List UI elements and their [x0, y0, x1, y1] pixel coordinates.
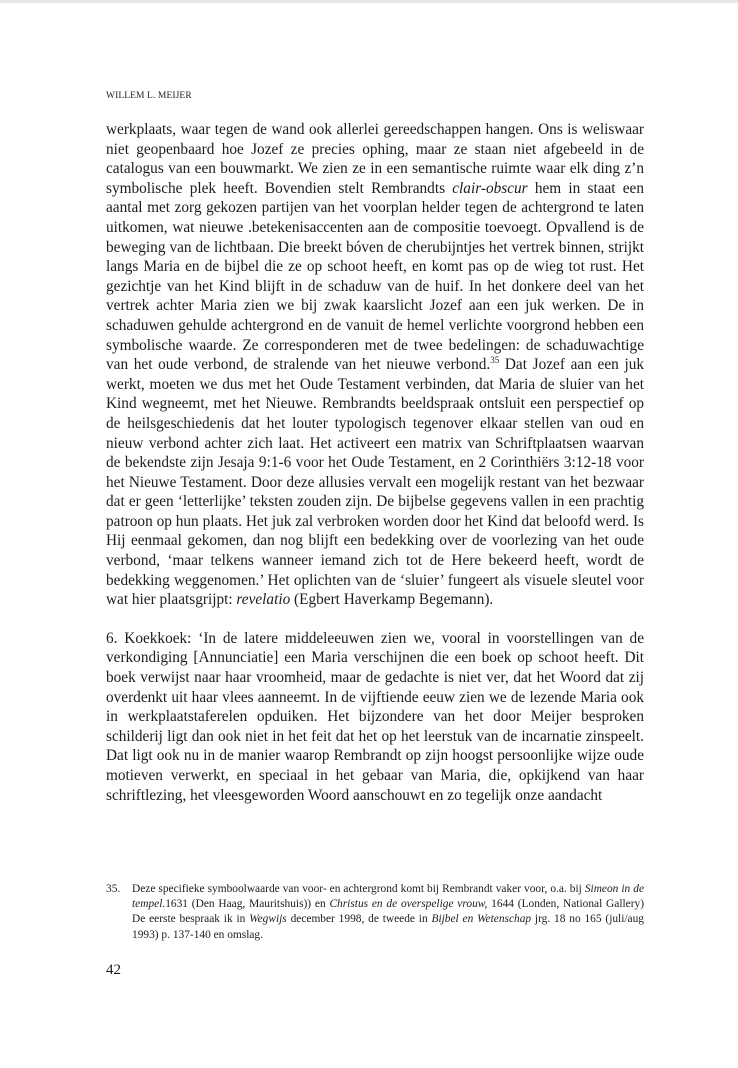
page-number: 42: [106, 962, 121, 978]
paragraph-continuation: [106, 120, 644, 610]
footnote-title-wegwijs: Wegwijs: [249, 913, 287, 926]
footnote-35: [106, 882, 644, 943]
paragraph1-text-4: (Egbert Haverkamp Begemann).: [290, 591, 494, 609]
paragraph1-text-3: Dat Jozef aan een juk werkt, moeten we dus met het Oude Testament verbinden, dat Maria de sluier van het Kind wegneemt, met het Nieuwe. Rembrandts beeldspraak ontsluit een perspectief op de heilsgeschiedenis dat het louter typologisch tegenover elkaar stellen van oud en nieuw verbond achter zich laat. Het activeert een matrix van Schriftplaatsen waarvan de bekendste zijn Jesaja 9:1-6 voor het Oude Testament, en 2 Corinthiërs 3:12-18 voor het Nieuwe Testament. Door deze allusies vervalt een mogelijk restant van het bezwaar dat er geen ‘letterlijke’ teksten zouden zijn. De bijbelse gegevens vallen in een prachtig patroon op hun plaats. Het juk zal verbroken worden door het Kind dat beloofd werd. Is Hij eenmaal gekomen, dan nog blijft een bedekking over de voorlezing van het oude verbond, ‘maar telkens wanneer iemand zich tot de Here bekeerd heeft, wordt de bedekking weggenomen.’ Het oplichten van de ‘sluier’ fungeert als visuele sleutel voor wat hier plaatsgrijpt:: [106, 356, 645, 609]
footnote-body: [106, 882, 644, 943]
footnote-number: 35.: [106, 883, 121, 895]
footnote-text-5: jrg. 18 no 165 (juli/aug 1993) p. 137-140 en omslag.: [132, 913, 644, 941]
paragraph-koekkoek: 6. Koekkoek: ‘In de latere middeleeuwen zien we, vooral in voorstellingen van de verkondiging [Annunciatie] een Maria verschijnen die een boek op schoot heeft. Dit boek verwijst naar haar vroomheid, maar de gedachte is niet ver, dat het Woord dat zij overdenkt uit haar vlees aanneemt. In de vijftiende eeuw zien we de lezende Maria ook in werkplaatstaferelen opduiken. Het bijzondere van het door Meijer besproken schilderij ligt dan ook niet in het feit dat het op het leerstuk van de incarnatie zinspeelt. Dat ligt ook nu in de manier waarop Rembrandt op zijn hoogst persoonlijke wijze oude motieven verwerkt, en speciaal in het gebaar van Maria, die, opkijkend van haar schriftlezing, het vleesgeworden Woord aanschouwt en zo tegelijk onze aandacht: [106, 629, 644, 804]
footnote-text-3: 1644 (Londen, National Gallery) De eerste bespraak ik in: [132, 898, 644, 926]
body-text: [106, 120, 644, 805]
footnote-title-simeon: Simeon in de tempel.: [132, 883, 645, 911]
paragraph1-text-2: hem in staat een aantal met zorg gekozen partijen van het voorplan helder tegen de achtergrond te laten uitkomen, wat nieuwe .betekenisaccenten aan de compositie toevoegt. Opvallend is de beweging van de lichtbaan. Die breekt bóven de cherubijntjes het vertrek binnen, strijkt langs Maria en de bijbel die ze op schoot heeft, en komt pas op de wieg tot rust. Het gezichtje van het Kind blijft in de schaduw van de huif. In het donkere deel van het vertrek achter Maria zien we bij zwak kaarslicht Jozef aan een juk werken. De in schaduwen gehulde achtergrond en de vanuit de hemel verlichte voorgrond hebben een symbolische waarde. Ze corresponderen met de twee bedelingen: de schaduwachtige van het oude verbond, de stralende van het nieuwe verbond.: [106, 179, 644, 374]
paragraph1-text-1: werkplaats, waar tegen de wand ook allerlei gereedschappen hangen. Ons is weliswaar niet geopenbaard hoe Jozef ze precies ophing, maar ze staan niet afgebeeld in de catalogus van een bouwmarkt. We zien ze in een semantische ruimte waar elk ding z’n symbolische plek heeft. Bovendien stelt Rembrandts: [106, 121, 644, 197]
footnote-title-bijbel-en-wetenschap: Bijbel en Wetenschap: [431, 913, 532, 926]
term-clair-obscur: clair-obscur: [452, 179, 528, 197]
footnote-reference[interactable]: 35: [490, 355, 500, 366]
footnote-text-2: 1631 (Den Haag, Mauritshuis)) en: [165, 898, 330, 911]
footnote-text-4: december 1998, de tweede in: [286, 913, 432, 926]
footnote-text-1: Deze specifieke symboolwaarde van voor- en achtergrond komt bij Rembrandt vaker voor, o.a. bij: [132, 883, 585, 895]
footnote-title-christus: Christus en de overspelige vrouw,: [329, 898, 488, 911]
running-head: WILLEM L. MEIJER: [106, 91, 192, 101]
term-revelatio: revelatio: [236, 591, 291, 609]
